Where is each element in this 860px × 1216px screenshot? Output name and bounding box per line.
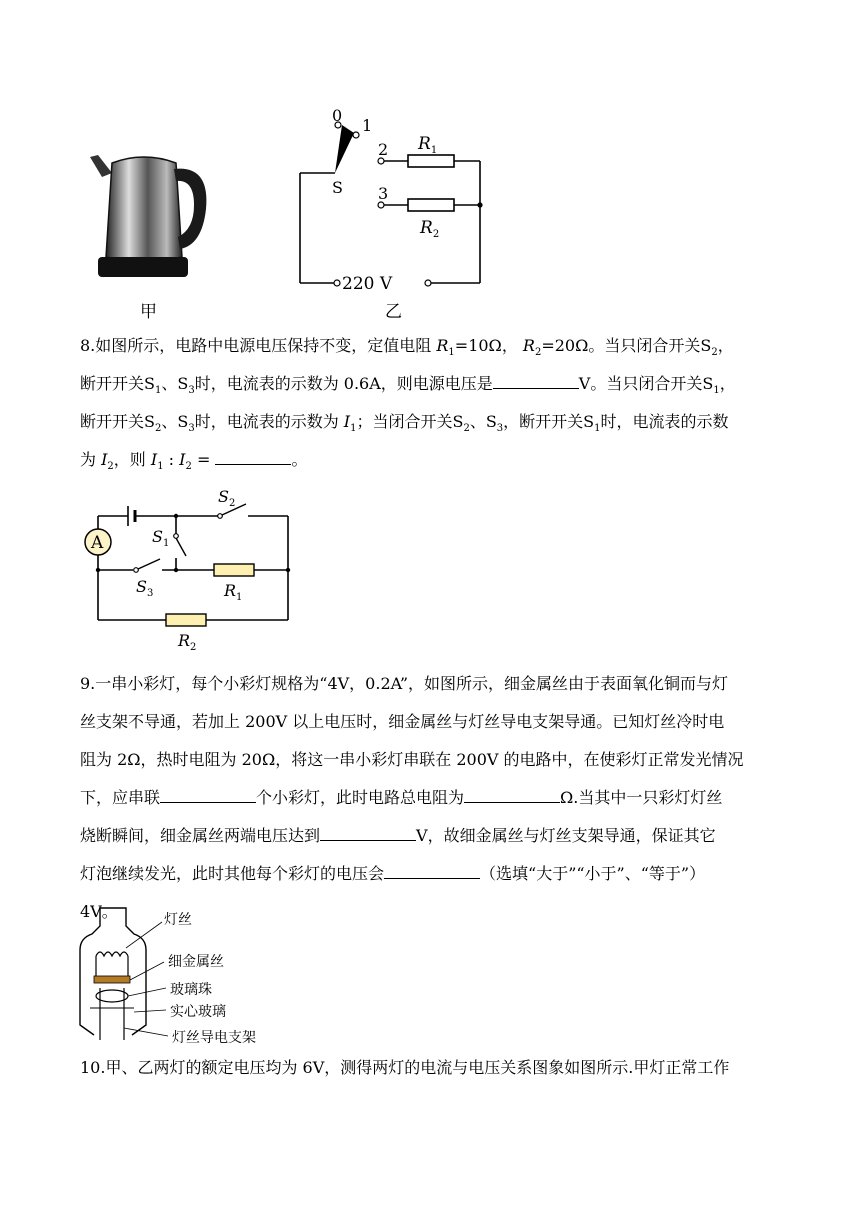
- q9-line-2: 丝支架不导通，若加上 200V 以上电压时，细金属丝与灯丝导电支架导通。已知灯丝冷时电: [80, 712, 725, 731]
- q9-line-5: 烧断瞬间，细金属丝两端电压达到 V，故细金属丝与灯丝支架导通，保证其它: [80, 826, 716, 845]
- thin-wire-band: [94, 976, 130, 983]
- bulb-glass: [80, 908, 146, 1035]
- q9-line-7: 4V。: [80, 902, 118, 921]
- ammeter-label: A: [91, 533, 104, 553]
- svg-text:R2: $R_2$: [178, 631, 197, 653]
- svg-text:R1: $R_1$: [418, 134, 438, 156]
- switch-pos-2: 2: [378, 140, 389, 159]
- q8-line-2: 断开开关$S_1$、$S_3$时，电流表的示数为 0.6A，则电源电压是 V。当只闭合开关$S_1$，: [80, 374, 736, 397]
- label-thin-wire: 细金属丝: [168, 954, 224, 970]
- label-solid-glass: 实心玻璃: [170, 1004, 226, 1020]
- switch-pos-1: 1: [362, 116, 373, 135]
- switch-s1: [176, 538, 186, 556]
- supply-label: 220 V: [342, 274, 393, 294]
- q8-line-3: 断开开关$S_2$、$S_3$时，电流表的示数为 $I_1$；当闭合开关$S_2$、$S_3$，断开开关$S_1$时，电流表的示数: [80, 412, 729, 435]
- label-glass-bead: 玻璃珠: [170, 982, 212, 998]
- label-support: 灯丝导电支架: [172, 1030, 256, 1046]
- rotary-switch-blade: [335, 125, 354, 173]
- switch-s3: [138, 559, 160, 569]
- q9-blank-voltage[interactable]: [320, 826, 416, 841]
- resistor-r1-q8: [214, 564, 254, 576]
- q9-blank-count[interactable]: [160, 788, 256, 803]
- switch-pos-0: 0: [332, 106, 343, 125]
- q9-line-1: 9.一串小彩灯，每个小彩灯规格为“4V，0.2A”，如图所示，细金属丝由于表面氧化铜而与灯: [80, 674, 729, 693]
- switch-pos-3: 3: [378, 184, 389, 203]
- q9-line-6: 灯泡继续发光，此时其他每个彩灯的电压会 （选填“大于”“小于”、“等于”）: [80, 864, 706, 883]
- label-jia: 甲: [140, 302, 157, 322]
- svg-text:S2: $S_2$: [218, 488, 236, 509]
- label-yi: 乙: [385, 302, 402, 322]
- q8-line-1: 8.如图所示，电路中电源电压保持不变，定值电阻 $R_1=10\Omega$， $R_2=20\Omega$。当只闭合开关$S_2$，: [80, 336, 734, 359]
- resistor-r2-q8: [166, 614, 206, 626]
- q9-line-4: 下，应串联 个小彩灯，此时电路总电阻为 Ω.当其中一只彩灯灯丝: [80, 788, 723, 807]
- q8-blank-voltage[interactable]: [493, 374, 579, 389]
- kettle-circuit-diagram: [290, 105, 500, 300]
- switch-label-s: S: [332, 178, 343, 197]
- svg-text:S3: $S_3$: [136, 577, 154, 599]
- svg-text:R2: $R_2$: [420, 218, 440, 240]
- q9-blank-compare[interactable]: [384, 864, 480, 879]
- glass-bead: [96, 990, 128, 1002]
- mini-bulb-diagram: [72, 900, 312, 1050]
- filament-coil: [96, 952, 128, 956]
- q8-line-4: 为 $I_2$，则 $I_1$ : $I_2$ = 。: [80, 450, 308, 473]
- q8-blank-ratio[interactable]: [215, 450, 291, 465]
- q8-circuit-diagram: [78, 488, 298, 658]
- resistor-r2: [408, 199, 454, 211]
- label-filament: 灯丝: [164, 912, 192, 928]
- svg-text:R1: $R_1$: [224, 581, 243, 603]
- q9-blank-resistance[interactable]: [464, 788, 560, 803]
- svg-text:S1: $S_1$: [152, 527, 170, 549]
- q10-line-1: 10.甲、乙两灯的额定电压均为 6V，测得两灯的电流与电压关系图象如图所示.甲灯正常工作: [80, 1058, 730, 1077]
- q9-line-3: 阻为 2Ω，热时电阻为 20Ω，将这一串小彩灯串联在 200V 的电路中，在使彩灯正常发光情况: [80, 750, 744, 769]
- resistor-r1: [408, 155, 454, 167]
